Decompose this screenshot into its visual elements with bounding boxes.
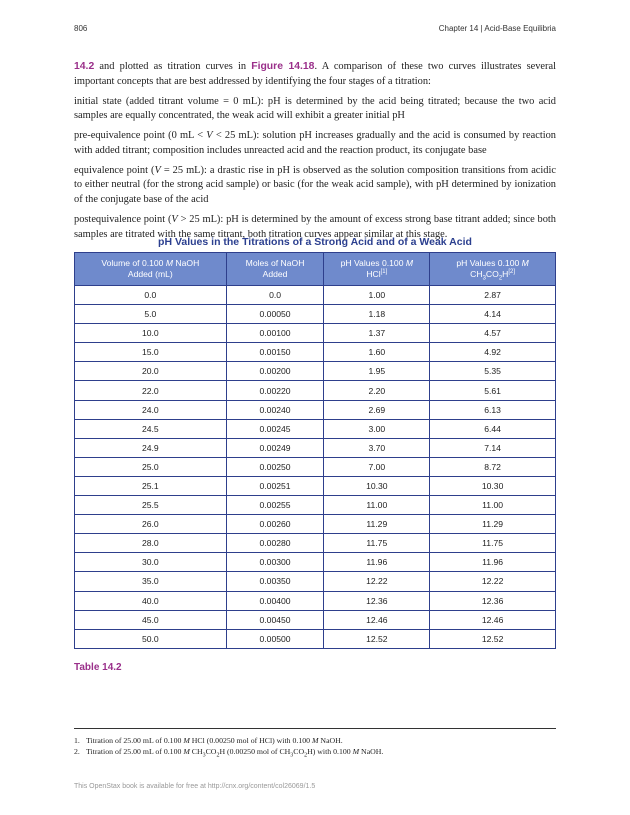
stage-pre-equivalence: pre-equivalence point (0 mL < V < 25 mL): solution pH increases gradually and the acid is consumed by reaction with added titrant; composition includes unreacted acid and the reaction product, its conjugate base <box>74 130 556 156</box>
table-cell: 0.00100 <box>226 324 324 343</box>
table-cell: 45.0 <box>75 610 227 629</box>
table-row <box>75 362 556 381</box>
table-row <box>75 457 556 476</box>
table-cell: 0.00220 <box>226 381 324 400</box>
table-cell: 0.00050 <box>226 305 324 324</box>
footnote-1: 1. Titration of 25.00 mL of 0.100 M HCl (0.00250 mol of HCl) with 0.100 M NaOH. <box>74 736 343 745</box>
column-header-hcl-ph: pH Values 0.100 M HCl[1] <box>324 253 430 286</box>
footnote-divider <box>74 728 556 729</box>
table-cell: 12.46 <box>430 610 556 629</box>
table-cell: 0.00500 <box>226 629 324 648</box>
table-cell: 2.87 <box>430 286 556 305</box>
table-cell: 12.22 <box>430 572 556 591</box>
table-row <box>75 305 556 324</box>
table-row <box>75 629 556 648</box>
footnote-2: 2. Titration of 25.00 mL of 0.100 M $CH_3CO_2H$ (0.00250 mol of $CH_3CO_2H$) with 0.100 M NaOH. <box>74 747 384 759</box>
table-cell: 0.00240 <box>226 400 324 419</box>
table-row <box>75 286 556 305</box>
stage-equivalence: equivalence point (V = 25 mL): a drastic rise in pH is observed as the solution composition transitions from acidic to either neutral (for the strong acid sample) or basic (for the weak acid sample), with pH determined by ionization of the conjugate base of the acid <box>74 164 556 205</box>
table-cell: 24.0 <box>75 400 227 419</box>
table-cell: 1.60 <box>324 343 430 362</box>
stage-postequivalence: postequivalence point (V > 25 mL): pH is determined by the amount of excess strong base titrant added; since both samples are titrated with the same titrant, both titration curves appear similar at this stage. <box>74 213 556 240</box>
table-cell: 26.0 <box>75 515 227 534</box>
table-cell: 0.0 <box>75 286 227 305</box>
page-footer: This OpenStax book is available for free at http://cnx.org/content/col26069/1.5 <box>74 783 316 790</box>
table-link[interactable]: 14.2 <box>74 61 95 72</box>
table-title: pH Values in the Titrations of a Strong Acid and of a Weak Acid <box>158 236 472 248</box>
table-row <box>75 496 556 515</box>
table-row <box>75 515 556 534</box>
table-cell: 25.5 <box>75 496 227 515</box>
stage-initial: initial state (added titrant volume = 0 mL): pH is determined by the acid being titrated; because the two acid samples are equally concentrated, the weak acid will exhibit a greater initial pH <box>74 95 557 122</box>
table-cell: 0.00280 <box>226 534 324 553</box>
table-row <box>75 400 556 419</box>
table-cell: 30.0 <box>75 553 227 572</box>
table-row <box>75 591 556 610</box>
table-cell: 10.30 <box>430 476 556 495</box>
table-cell: 11.29 <box>430 515 556 534</box>
table-cell: 0.00250 <box>226 457 324 476</box>
table-cell: 1.37 <box>324 324 430 343</box>
table-cell: 0.00300 <box>226 553 324 572</box>
table-cell: 24.5 <box>75 419 227 438</box>
table-cell: 0.00200 <box>226 362 324 381</box>
table-cell: 12.36 <box>324 591 430 610</box>
column-header-acetic-ph: pH Values 0.100 M $CH_3CO_2H[2]$ <box>430 253 556 286</box>
column-header-volume: Volume of 0.100 M NaOH Added (mL) <box>75 253 227 286</box>
table-cell: 7.00 <box>324 457 430 476</box>
figure-link[interactable]: Figure 14.18 <box>251 61 315 72</box>
table-cell: 12.46 <box>324 610 430 629</box>
table-cell: 0.0 <box>226 286 324 305</box>
table-cell: 3.00 <box>324 419 430 438</box>
table-cell: 11.96 <box>430 553 556 572</box>
table-row <box>75 610 556 629</box>
table-cell: 6.13 <box>430 400 556 419</box>
table-cell: 11.00 <box>324 496 430 515</box>
table-cell: 10.30 <box>324 476 430 495</box>
table-cell: 25.0 <box>75 457 227 476</box>
table-cell: 12.36 <box>430 591 556 610</box>
table-cell: 20.0 <box>75 362 227 381</box>
chapter-header: Chapter 14 | Acid-Base Equilibria <box>438 24 556 33</box>
table-cell: 5.35 <box>430 362 556 381</box>
table-label: Table 14.2 <box>74 662 122 673</box>
table-cell: 0.00245 <box>226 419 324 438</box>
table-cell: 8.72 <box>430 457 556 476</box>
table-cell: 1.18 <box>324 305 430 324</box>
table-row <box>75 381 556 400</box>
table-cell: 4.92 <box>430 343 556 362</box>
page-number: 806 <box>74 24 88 33</box>
table-cell: 0.00150 <box>226 343 324 362</box>
table-cell: 35.0 <box>75 572 227 591</box>
table-row <box>75 419 556 438</box>
table-cell: 12.52 <box>430 629 556 648</box>
table-cell: 6.44 <box>430 419 556 438</box>
table-cell: 11.96 <box>324 553 430 572</box>
table-cell: 0.00350 <box>226 572 324 591</box>
table-row <box>75 534 556 553</box>
table-row <box>75 476 556 495</box>
table-cell: 15.0 <box>75 343 227 362</box>
table-cell: 0.00255 <box>226 496 324 515</box>
table-row <box>75 324 556 343</box>
footnotes <box>74 735 383 757</box>
table-row <box>75 343 556 362</box>
table-cell: 28.0 <box>75 534 227 553</box>
table-cell: 2.20 <box>324 381 430 400</box>
table-cell: 4.57 <box>430 324 556 343</box>
table-cell: 0.00400 <box>226 591 324 610</box>
table-cell: 5.0 <box>75 305 227 324</box>
table-cell: 11.75 <box>324 534 430 553</box>
table-row <box>75 553 556 572</box>
table-cell: 0.00249 <box>226 438 324 457</box>
table-cell: 50.0 <box>75 629 227 648</box>
table-cell: 0.00251 <box>226 476 324 495</box>
table-cell: 25.1 <box>75 476 227 495</box>
table-cell: 2.69 <box>324 400 430 419</box>
table-row <box>75 438 556 457</box>
table-cell: 24.9 <box>75 438 227 457</box>
table-body <box>75 286 556 649</box>
table-cell: 3.70 <box>324 438 430 457</box>
table-cell: 4.14 <box>430 305 556 324</box>
table-row <box>75 572 556 591</box>
table-cell: 7.14 <box>430 438 556 457</box>
table-cell: 5.61 <box>430 381 556 400</box>
table-cell: 1.00 <box>324 286 430 305</box>
table-cell: 11.75 <box>430 534 556 553</box>
table-cell: 10.0 <box>75 324 227 343</box>
body-text <box>74 60 556 247</box>
table-cell: 12.22 <box>324 572 430 591</box>
table-cell: 12.52 <box>324 629 430 648</box>
table-cell: 0.00260 <box>226 515 324 534</box>
intro-paragraph: 14.2 and plotted as titration curves in Figure 14.18. A comparison of these two curves illustrates several important concepts that are best addressed by identifying the four stages of a titration: <box>74 61 556 87</box>
column-header-moles: Moles of NaOH Added <box>226 253 324 286</box>
table-cell: 1.95 <box>324 362 430 381</box>
table-cell: 11.00 <box>430 496 556 515</box>
ph-table <box>74 252 556 649</box>
table-cell: 22.0 <box>75 381 227 400</box>
table-header-row <box>75 253 556 286</box>
table-cell: 40.0 <box>75 591 227 610</box>
table-cell: 11.29 <box>324 515 430 534</box>
table-cell: 0.00450 <box>226 610 324 629</box>
